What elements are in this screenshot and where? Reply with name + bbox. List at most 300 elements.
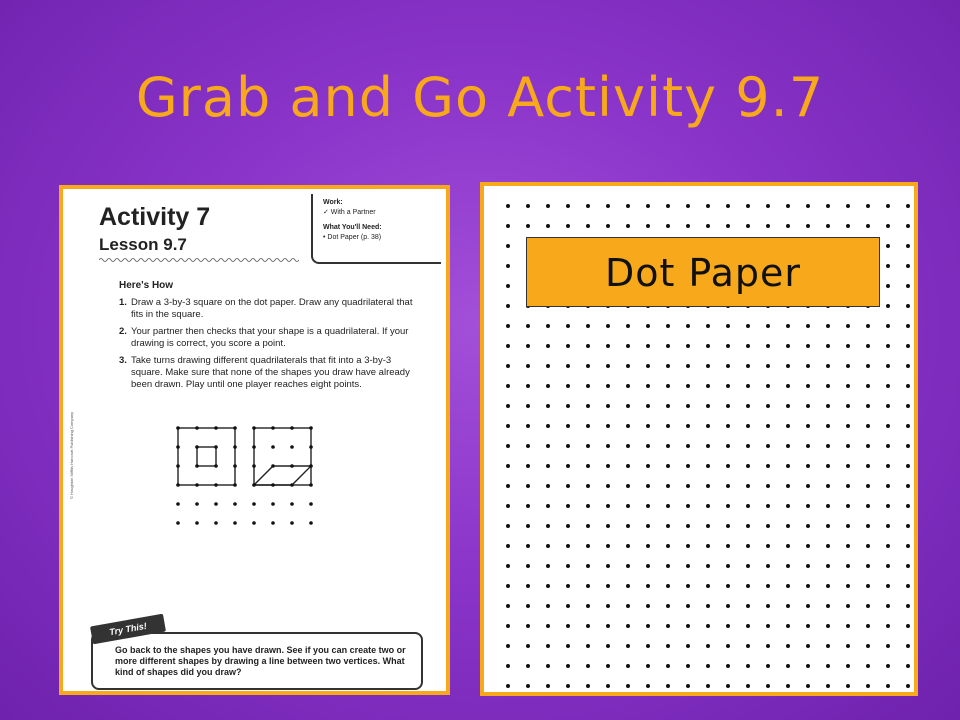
paper-dot xyxy=(846,684,850,688)
paper-dot xyxy=(646,444,650,448)
paper-dot xyxy=(746,684,750,688)
paper-dot xyxy=(646,324,650,328)
paper-dot xyxy=(746,404,750,408)
copyright-text: © Houghton Mifflin Harcourt Publishing Company xyxy=(69,411,74,499)
paper-dot xyxy=(506,624,510,628)
grid-dot xyxy=(252,426,256,430)
grid-dot xyxy=(290,445,294,449)
paper-dot xyxy=(906,504,910,508)
paper-dot xyxy=(866,524,870,528)
paper-dot xyxy=(646,664,650,668)
paper-dot xyxy=(886,204,890,208)
paper-dot xyxy=(586,204,590,208)
paper-dot xyxy=(646,384,650,388)
paper-dot xyxy=(586,224,590,228)
paper-dot xyxy=(906,524,910,528)
paper-dot xyxy=(846,584,850,588)
paper-dot xyxy=(706,204,710,208)
paper-dot xyxy=(726,684,730,688)
paper-dot xyxy=(886,424,890,428)
paper-dot xyxy=(566,604,570,608)
paper-dot xyxy=(606,344,610,348)
paper-dot xyxy=(826,424,830,428)
paper-dot xyxy=(886,284,890,288)
paper-dot xyxy=(626,464,630,468)
paper-dot xyxy=(906,304,910,308)
paper-dot xyxy=(626,204,630,208)
paper-dot xyxy=(746,444,750,448)
need-item: • Dot Paper (p. 38) xyxy=(323,234,382,241)
paper-dot xyxy=(746,504,750,508)
grid-dot xyxy=(233,464,237,468)
paper-dot xyxy=(886,304,890,308)
paper-dot xyxy=(586,544,590,548)
paper-dot xyxy=(566,624,570,628)
paper-dot xyxy=(646,564,650,568)
paper-dot xyxy=(726,424,730,428)
paper-dot xyxy=(906,544,910,548)
paper-dot xyxy=(666,584,670,588)
grid-dot xyxy=(309,521,313,525)
paper-dot xyxy=(686,604,690,608)
grid-dot xyxy=(309,483,313,487)
paper-dot xyxy=(906,204,910,208)
paper-dot xyxy=(726,564,730,568)
heres-how-heading: Here's How xyxy=(119,280,174,291)
paper-dot xyxy=(506,264,510,268)
paper-dot xyxy=(706,624,710,628)
paper-dot xyxy=(886,544,890,548)
paper-dot xyxy=(866,684,870,688)
paper-dot xyxy=(586,604,590,608)
paper-dot xyxy=(646,204,650,208)
paper-dot xyxy=(506,204,510,208)
paper-dot xyxy=(546,444,550,448)
paper-dot xyxy=(866,204,870,208)
paper-dot xyxy=(646,424,650,428)
paper-dot xyxy=(866,644,870,648)
paper-dot xyxy=(586,484,590,488)
paper-dot xyxy=(686,544,690,548)
paper-dot xyxy=(586,384,590,388)
paper-dot xyxy=(886,224,890,228)
paper-dot xyxy=(646,544,650,548)
paper-dot xyxy=(806,664,810,668)
materials-box xyxy=(311,194,441,264)
paper-dot xyxy=(726,664,730,668)
paper-dot xyxy=(666,204,670,208)
paper-dot xyxy=(786,484,790,488)
paper-dot xyxy=(606,324,610,328)
paper-dot xyxy=(646,344,650,348)
paper-dot xyxy=(726,364,730,368)
paper-dot xyxy=(666,484,670,488)
paper-dot xyxy=(806,544,810,548)
paper-dot xyxy=(866,564,870,568)
paper-dot xyxy=(726,224,730,228)
paper-dot xyxy=(566,204,570,208)
paper-dot xyxy=(866,324,870,328)
paper-dot xyxy=(626,524,630,528)
paper-dot xyxy=(606,484,610,488)
paper-dot xyxy=(826,584,830,588)
paper-dot xyxy=(866,444,870,448)
paper-dot xyxy=(806,464,810,468)
paper-dot xyxy=(646,464,650,468)
paper-dot xyxy=(706,424,710,428)
paper-dot xyxy=(586,404,590,408)
paper-dot xyxy=(706,564,710,568)
paper-dot xyxy=(846,604,850,608)
paper-dot xyxy=(766,564,770,568)
paper-dot xyxy=(846,484,850,488)
paper-dot xyxy=(626,584,630,588)
paper-dot xyxy=(886,504,890,508)
example-square-2 xyxy=(254,428,311,485)
paper-dot xyxy=(566,524,570,528)
paper-dot xyxy=(626,384,630,388)
paper-dot xyxy=(506,564,510,568)
worksheet-lesson: Lesson 9.7 xyxy=(99,235,187,254)
paper-dot xyxy=(646,624,650,628)
paper-dot xyxy=(886,344,890,348)
paper-dot xyxy=(806,524,810,528)
paper-dot xyxy=(646,604,650,608)
paper-dot xyxy=(666,324,670,328)
paper-dot xyxy=(546,644,550,648)
paper-dot xyxy=(906,424,910,428)
paper-dot xyxy=(866,584,870,588)
paper-dot xyxy=(666,464,670,468)
paper-dot xyxy=(566,664,570,668)
wavy-divider xyxy=(99,257,299,263)
paper-dot xyxy=(586,524,590,528)
paper-dot xyxy=(826,604,830,608)
paper-dot xyxy=(566,484,570,488)
paper-dot xyxy=(666,524,670,528)
paper-dot xyxy=(746,664,750,668)
paper-dot xyxy=(826,324,830,328)
paper-dot xyxy=(906,584,910,588)
paper-dot xyxy=(886,464,890,468)
paper-dot xyxy=(766,604,770,608)
paper-dot xyxy=(606,384,610,388)
paper-dot xyxy=(586,644,590,648)
paper-dot xyxy=(506,684,510,688)
paper-dot xyxy=(506,244,510,248)
dot-paper-panel xyxy=(480,182,918,696)
paper-dot xyxy=(886,324,890,328)
paper-dot xyxy=(886,404,890,408)
step-3: 3. Take turns drawing different quadrilaterals that fit into a 3-by-3 square. Make sure that none of the shapes you draw have already been drawn. Play until one player reaches eight points. xyxy=(119,355,410,390)
paper-dot xyxy=(886,584,890,588)
paper-dot xyxy=(806,684,810,688)
paper-dot xyxy=(666,504,670,508)
paper-dot xyxy=(526,584,530,588)
paper-dot xyxy=(606,584,610,588)
paper-dot xyxy=(686,624,690,628)
paper-dot xyxy=(806,604,810,608)
step-1: 1. Draw a 3-by-3 square on the dot paper. Draw any quadrilateral that fits in the square. xyxy=(119,297,413,320)
grid-dot xyxy=(214,483,218,487)
paper-dot xyxy=(826,624,830,628)
paper-dot xyxy=(546,324,550,328)
paper-dot xyxy=(746,384,750,388)
paper-dot xyxy=(766,404,770,408)
grid-dot xyxy=(309,426,313,430)
grid-dot xyxy=(252,445,256,449)
paper-dot xyxy=(606,624,610,628)
paper-dot xyxy=(606,404,610,408)
paper-dot xyxy=(906,404,910,408)
paper-dot xyxy=(526,524,530,528)
grid-dot xyxy=(290,521,294,525)
paper-dot xyxy=(906,484,910,488)
paper-dot xyxy=(586,344,590,348)
paper-dot xyxy=(726,324,730,328)
paper-dot xyxy=(566,684,570,688)
paper-dot xyxy=(826,444,830,448)
grid-dot xyxy=(233,426,237,430)
paper-dot xyxy=(726,384,730,388)
paper-dot xyxy=(906,664,910,668)
paper-dot xyxy=(606,464,610,468)
paper-dot xyxy=(746,364,750,368)
paper-dot xyxy=(566,584,570,588)
paper-dot xyxy=(626,424,630,428)
paper-dot xyxy=(686,324,690,328)
paper-dot xyxy=(686,384,690,388)
paper-dot xyxy=(646,584,650,588)
paper-dot xyxy=(786,684,790,688)
paper-dot xyxy=(686,424,690,428)
paper-dot xyxy=(526,384,530,388)
paper-dot xyxy=(626,604,630,608)
grid-dot xyxy=(290,426,294,430)
paper-dot xyxy=(526,444,530,448)
paper-dot xyxy=(786,524,790,528)
paper-dot xyxy=(826,404,830,408)
paper-dot xyxy=(706,544,710,548)
paper-dot xyxy=(786,324,790,328)
paper-dot xyxy=(686,564,690,568)
paper-dot xyxy=(566,644,570,648)
paper-dot xyxy=(766,504,770,508)
need-heading: What You'll Need: xyxy=(323,224,382,231)
grid-dot xyxy=(290,502,294,506)
paper-dot xyxy=(886,564,890,568)
paper-dot xyxy=(666,424,670,428)
paper-dot xyxy=(746,464,750,468)
paper-dot xyxy=(806,504,810,508)
paper-dot xyxy=(826,384,830,388)
paper-dot xyxy=(726,444,730,448)
grid-dot xyxy=(290,483,294,487)
paper-dot xyxy=(746,624,750,628)
grid-dot xyxy=(195,426,199,430)
paper-dot xyxy=(906,624,910,628)
paper-dot xyxy=(506,424,510,428)
paper-dot xyxy=(806,404,810,408)
grid-dot xyxy=(176,426,180,430)
grid-dot xyxy=(271,483,275,487)
paper-dot xyxy=(566,224,570,228)
paper-dot xyxy=(646,224,650,228)
grid-dot xyxy=(233,483,237,487)
paper-dot xyxy=(766,204,770,208)
paper-dot xyxy=(826,544,830,548)
paper-dot xyxy=(606,604,610,608)
paper-dot xyxy=(706,524,710,528)
paper-dot xyxy=(786,344,790,348)
grid-dot xyxy=(271,445,275,449)
grid-dot xyxy=(195,464,199,468)
paper-dot xyxy=(846,424,850,428)
paper-dot xyxy=(746,604,750,608)
grid-dot xyxy=(271,464,275,468)
paper-dot xyxy=(546,664,550,668)
paper-dot xyxy=(786,544,790,548)
grid-dot xyxy=(309,464,313,468)
paper-dot xyxy=(866,624,870,628)
paper-dot xyxy=(746,424,750,428)
paper-dot xyxy=(526,664,530,668)
paper-dot xyxy=(786,444,790,448)
paper-dot xyxy=(746,344,750,348)
paper-dot xyxy=(806,384,810,388)
step-2: 2. Your partner then checks that your shape is a quadrilateral. If your drawing is correct, you score a point. xyxy=(119,326,409,349)
grid-dot xyxy=(195,521,199,525)
paper-dot xyxy=(906,384,910,388)
paper-dot xyxy=(806,444,810,448)
paper-dot xyxy=(866,604,870,608)
paper-dot xyxy=(546,364,550,368)
paper-dot xyxy=(866,504,870,508)
paper-dot xyxy=(666,404,670,408)
paper-dot xyxy=(546,404,550,408)
paper-dot xyxy=(806,204,810,208)
paper-dot xyxy=(706,464,710,468)
paper-dot xyxy=(506,644,510,648)
paper-dot xyxy=(546,564,550,568)
paper-dot xyxy=(806,644,810,648)
paper-dot xyxy=(726,504,730,508)
paper-dot xyxy=(766,664,770,668)
grid-dot xyxy=(290,464,294,468)
paper-dot xyxy=(586,444,590,448)
paper-dot xyxy=(906,684,910,688)
paper-dot xyxy=(586,664,590,668)
paper-dot xyxy=(826,224,830,228)
grid-dot xyxy=(252,464,256,468)
paper-dot xyxy=(786,384,790,388)
paper-dot xyxy=(626,484,630,488)
paper-dot xyxy=(846,564,850,568)
paper-dot xyxy=(726,524,730,528)
paper-dot xyxy=(806,344,810,348)
paper-dot xyxy=(746,484,750,488)
paper-dot xyxy=(546,484,550,488)
paper-dot xyxy=(706,224,710,228)
paper-dot xyxy=(646,364,650,368)
paper-dot xyxy=(886,384,890,388)
paper-dot xyxy=(546,384,550,388)
paper-dot xyxy=(526,484,530,488)
paper-dot xyxy=(526,604,530,608)
paper-dot xyxy=(626,444,630,448)
paper-dot xyxy=(766,584,770,588)
paper-dot xyxy=(666,684,670,688)
paper-dot xyxy=(706,664,710,668)
paper-dot xyxy=(586,324,590,328)
paper-dot xyxy=(586,424,590,428)
grid-dot xyxy=(176,464,180,468)
paper-dot xyxy=(526,364,530,368)
paper-dot xyxy=(726,344,730,348)
paper-dot xyxy=(626,344,630,348)
paper-dot xyxy=(766,324,770,328)
paper-dot xyxy=(846,664,850,668)
paper-dot xyxy=(566,564,570,568)
paper-dot xyxy=(826,664,830,668)
paper-dot xyxy=(586,364,590,368)
paper-dot xyxy=(866,464,870,468)
paper-dot xyxy=(726,404,730,408)
paper-dot xyxy=(906,284,910,288)
paper-dot xyxy=(786,364,790,368)
paper-dot xyxy=(806,584,810,588)
paper-dot xyxy=(506,224,510,228)
grid-dot xyxy=(233,502,237,506)
slide-title: Grab and Go Activity 9.7 xyxy=(135,66,825,129)
paper-dot xyxy=(506,504,510,508)
paper-dot xyxy=(786,624,790,628)
paper-dot xyxy=(546,624,550,628)
paper-dot xyxy=(586,464,590,468)
paper-dot xyxy=(506,604,510,608)
paper-dot xyxy=(766,444,770,448)
paper-dot xyxy=(806,224,810,228)
paper-dot xyxy=(506,364,510,368)
grid-dot xyxy=(176,521,180,525)
paper-dot xyxy=(726,544,730,548)
paper-dot xyxy=(646,684,650,688)
paper-dot xyxy=(846,444,850,448)
paper-dot xyxy=(706,344,710,348)
paper-dot xyxy=(886,244,890,248)
grid-dot xyxy=(309,445,313,449)
paper-dot xyxy=(566,544,570,548)
paper-dot xyxy=(606,524,610,528)
paper-dot xyxy=(906,564,910,568)
paper-dot xyxy=(666,224,670,228)
paper-dot xyxy=(806,364,810,368)
paper-dot xyxy=(706,324,710,328)
paper-dot xyxy=(826,484,830,488)
paper-dot xyxy=(826,504,830,508)
grid-dot xyxy=(195,445,199,449)
paper-dot xyxy=(906,244,910,248)
paper-dot xyxy=(786,504,790,508)
paper-dot xyxy=(546,504,550,508)
paper-dot xyxy=(706,684,710,688)
paper-dot xyxy=(566,324,570,328)
paper-dot xyxy=(506,324,510,328)
paper-dot xyxy=(646,644,650,648)
paper-dot xyxy=(566,404,570,408)
grid-dot xyxy=(195,483,199,487)
paper-dot xyxy=(826,204,830,208)
